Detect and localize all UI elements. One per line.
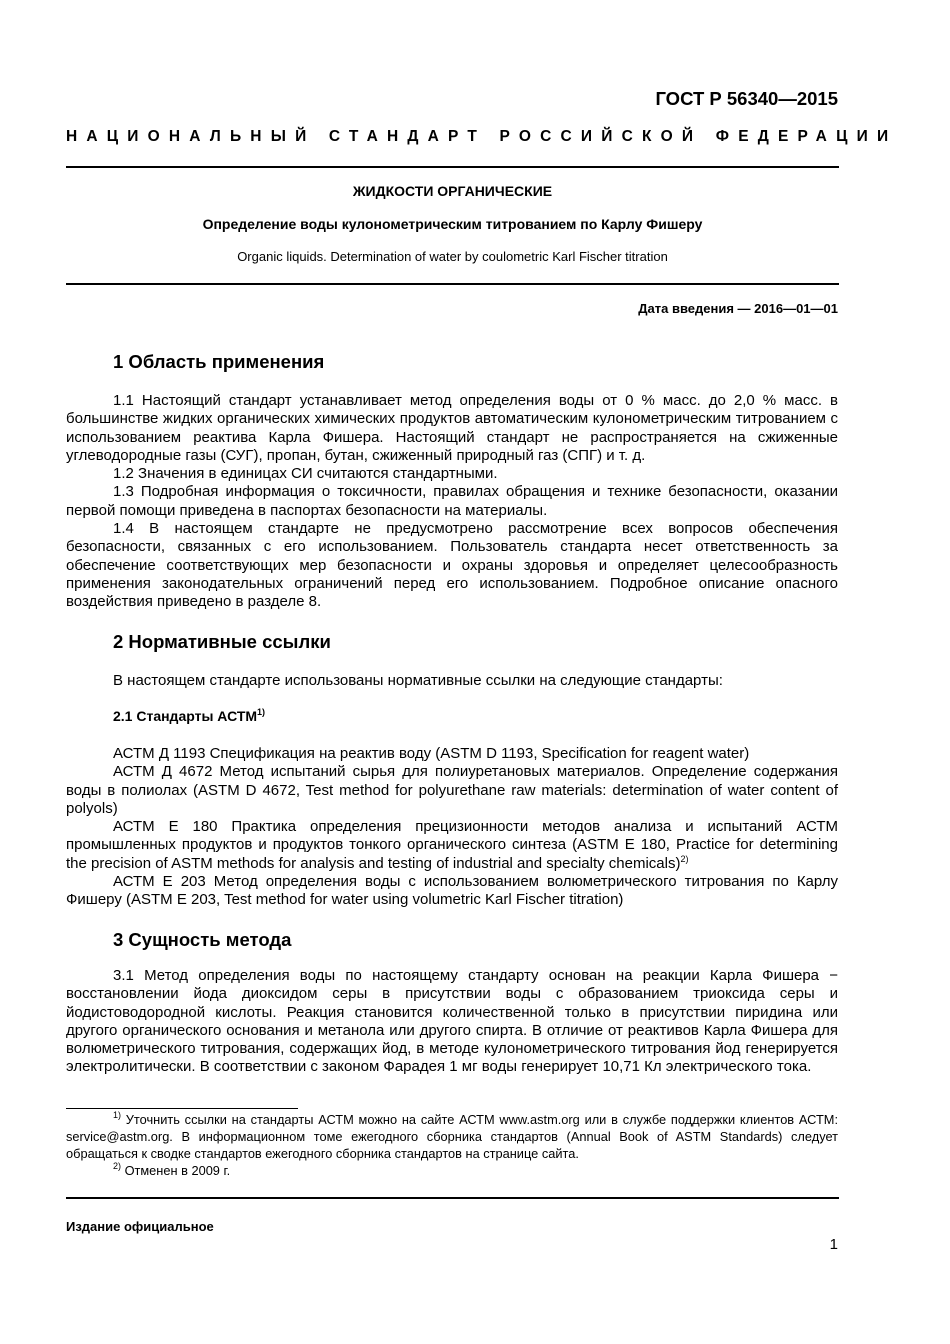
national-standard-line: НАЦИОНАЛЬНЫЙ СТАНДАРТ РОССИЙСКОЙ ФЕДЕРАЦИИ <box>66 128 898 145</box>
section-2-intro <box>66 672 838 690</box>
footnote-divider <box>66 1108 298 1109</box>
english-title: Organic liquids. Determination of water by coulometric Karl Fischer titration <box>237 249 668 264</box>
reference-astm-e180-text: АСТМ Е 180 Практика определения прецизионности методов анализа и испытаний АСТМ промышленных продуктов и продуктов тонкого органического синтеза (ASTM E 180, Practice for determining the precision of ASTM methods for analysis and testing of industrial and specialty chemicals) <box>66 818 838 872</box>
standard-subtitle: Определение воды кулонометрическим титрованием по Карлу Фишеру <box>202 216 703 232</box>
normative-references-list <box>66 745 838 910</box>
official-edition-label: Издание официальное <box>66 1219 214 1234</box>
footnote-1-text: Уточнить ссылки на стандарты АСТМ можно на сайте АСТМ www.astm.org или в службе поддержки клиентов АСТМ: service@astm.org. В информационном томе ежегодного сборника стандартов (Annual Book of ASTM Standards) следует обращаться к сводке стандартов ежегодного сборника стандартов на странице сайта. <box>66 1112 838 1161</box>
footnote-1-mark: 1) <box>113 1110 122 1120</box>
section-2-heading: 2 Нормативные ссылки <box>113 631 331 652</box>
section-3-body <box>66 967 838 1077</box>
paragraph-1-1: 1.1 Настоящий стандарт устанавливает метод определения воды от 0 % масс. до 2,0 % масс. в большинстве жидких органических химических продуктов автоматическим кулонометрическим титрованием с использованием реактива Карла Фишера. Настоящий стандарт не распространяется на сжиженные углеводородные газы (СУГ), пропан, бутан, сжиженный природный газ (СПГ) и т. д. <box>66 392 838 464</box>
footnote-1 <box>66 1111 838 1162</box>
paragraph-1-4: 1.4 В настоящем стандарте не предусмотрено рассмотрение всех вопросов обеспечения безопасности, связанных с его использованием. Пользователь стандарта несет ответственность за обеспечение соответствующих мер безопасности и охраны здоровья и определяет целесообразность применения законодательных ограничений перед его использованием. Подробное описание опасного воздействия приведено в разделе 8. <box>66 520 838 611</box>
paragraph-3-1: 3.1 Метод определения воды по настоящему стандарту основан на реакции Карла Фишера − восстановлении йода диоксидом серы в присутствии воды с образованием триоксида серы и йодистоводородной кислоты. Реакция становится количественной только в присутствии пиридина или другого органического основания и метанола или другого спирта. В отличие от реактивов Карла Фишера для волюметрического титрования, содержащих йод, в методе кулонометрического титрования йод генерируется электролитически. В соответствии с законом Фарадея 1 мг воды генерирует 10,71 Кл электрического тока. <box>66 967 838 1076</box>
section-3-heading: 3 Сущность метода <box>113 929 292 950</box>
title-divider <box>66 283 839 285</box>
paragraph-1-2: 1.2 Значения в единицах СИ считаются стандартными. <box>113 465 498 483</box>
section-1-heading: 1 Область применения <box>113 351 325 372</box>
header-divider <box>66 166 839 168</box>
footer-divider <box>66 1197 839 1199</box>
footnote-2 <box>66 1162 838 1179</box>
reference-astm-e203: АСТМ Е 203 Метод определения воды с использованием волюметрического титрования по Карлу Фишеру (ASTM E 203, Test method for water using volumetric Karl Fischer titration) <box>66 873 838 909</box>
reference-astm-d4672: АСТМ Д 4672 Метод испытаний сырья для полиуретановых материалов. Определение содержания воды в полиолах (ASTM D 4672, Test method for polyurethane raw materials: determination of water content of polyols) <box>66 763 838 817</box>
document-number: ГОСТ Р 56340—2015 <box>655 88 838 109</box>
introduction-date: Дата введения — 2016—01—01 <box>638 301 838 316</box>
footnotes <box>66 1111 838 1179</box>
subsection-2-1-title: 2.1 Стандарты АСТМ <box>113 708 258 724</box>
footnote-2-text: Отменен в 2009 г. <box>121 1163 231 1178</box>
reference-astm-e180 <box>66 818 838 873</box>
footnote-ref-2: 2) <box>680 853 689 864</box>
reference-astm-d1193: АСТМ Д 1193 Спецификация на реактив воду (ASTM D 1193, Specification for reagent water) <box>113 745 750 762</box>
footnote-ref-1: 1) <box>257 707 266 717</box>
section-2-intro-text: В настоящем стандарте использованы нормативные ссылки на следующие стандарты: <box>113 672 723 689</box>
subsection-2-1-heading <box>113 708 265 724</box>
section-1-body <box>66 392 838 612</box>
paragraph-1-3: 1.3 Подробная информация о токсичности, правилах обращения и технике безопасности, оказании первой помощи приведена в паспортах безопасности на материалы. <box>66 483 838 519</box>
page-number: 1 <box>829 1236 838 1253</box>
footnote-2-mark: 2) <box>113 1161 122 1171</box>
standard-title: ЖИДКОСТИ ОРГАНИЧЕСКИЕ <box>352 183 553 199</box>
